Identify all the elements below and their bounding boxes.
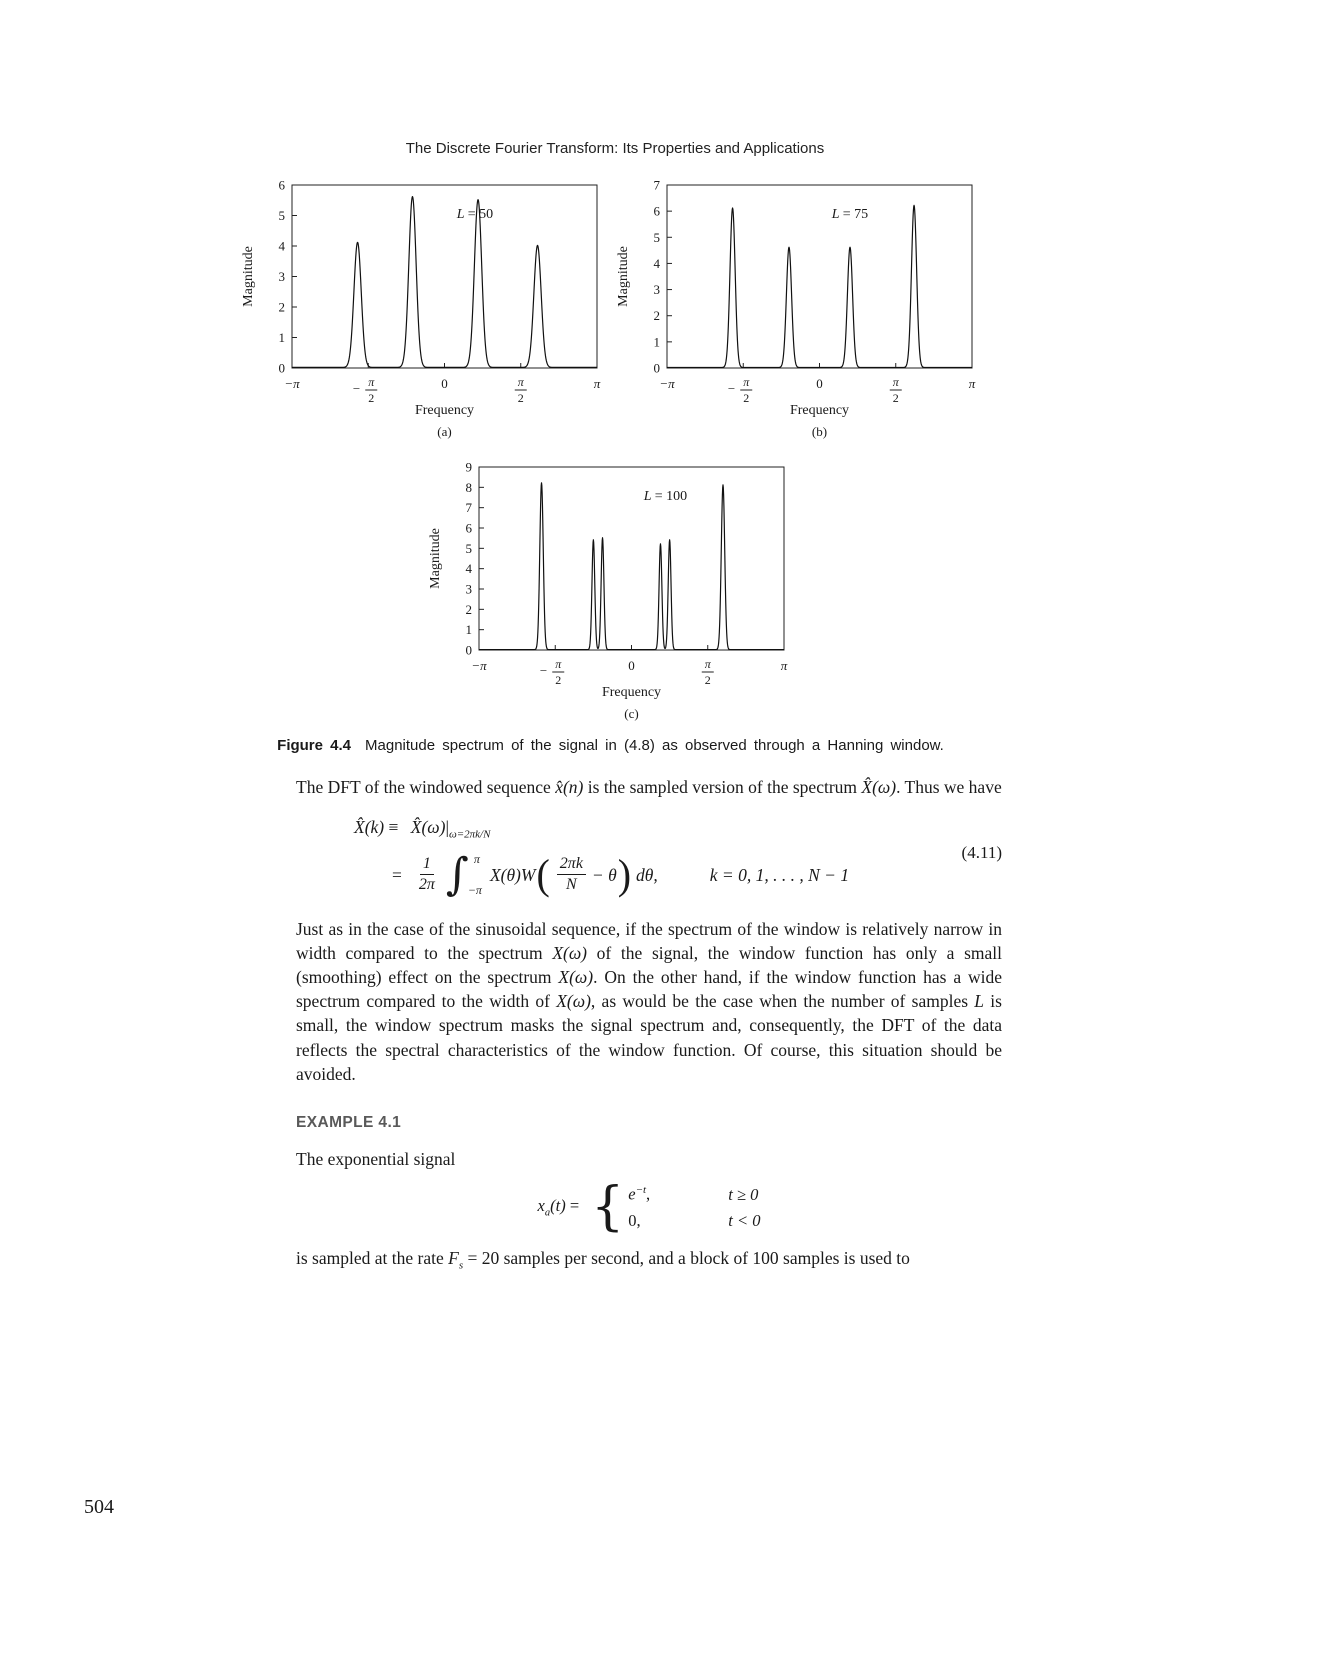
svg-text:6: 6 xyxy=(465,520,472,536)
svg-text:π: π xyxy=(367,375,374,389)
figure-row-bottom xyxy=(0,457,1276,729)
spectrum-plot xyxy=(423,457,798,724)
svg-text:2: 2 xyxy=(517,391,524,405)
svg-text:= 75: = 75 xyxy=(842,206,868,222)
spectrum-plot xyxy=(611,175,986,442)
svg-text:3: 3 xyxy=(653,282,660,298)
math-fragment: k = 0, 1, . . . , N − 1 xyxy=(709,864,850,885)
text-segment: is sampled at the rate xyxy=(296,1248,449,1269)
math-subscript: a xyxy=(544,1207,551,1219)
svg-text:π: π xyxy=(555,657,562,671)
svg-text:= 50: = 50 xyxy=(467,206,493,222)
svg-text:0: 0 xyxy=(278,360,285,376)
math-bar: | xyxy=(445,817,449,838)
running-head: The Discrete Fourier Transform: Its Properties and Applications xyxy=(405,140,825,157)
math-fragment: X(θ)W xyxy=(489,864,536,885)
svg-text:7: 7 xyxy=(653,177,660,193)
fraction-numerator: 1 xyxy=(420,855,434,875)
svg-text:8: 8 xyxy=(465,479,472,495)
paragraph-window-spectrum xyxy=(296,917,1002,1086)
svg-text:3: 3 xyxy=(465,581,472,597)
svg-text:1: 1 xyxy=(465,622,472,638)
case-expression: 0, xyxy=(628,1210,641,1230)
svg-text:0: 0 xyxy=(465,642,472,658)
big-left-brace: { xyxy=(591,1177,625,1238)
math-fragment: X̂(k) xyxy=(354,817,385,838)
math-subscript: ω=2πk/N xyxy=(448,828,491,841)
example-heading: EXAMPLE 4.1 xyxy=(296,1113,402,1131)
text-segment: . On the other hand, if the window function has a wide spectrum compared to the width of xyxy=(296,967,1002,1012)
svg-text:4: 4 xyxy=(653,255,660,271)
svg-text:5: 5 xyxy=(465,540,472,556)
text-segment: s xyxy=(458,1259,464,1272)
svg-text:−π: −π xyxy=(471,658,487,673)
svg-text:(b): (b) xyxy=(811,424,827,439)
svg-text:Frequency: Frequency xyxy=(601,685,662,700)
math-fragment: dθ, xyxy=(636,864,658,885)
case-expression xyxy=(628,1183,688,1206)
integral-icon: ∫ xyxy=(445,849,469,901)
fraction-numerator: 2πk xyxy=(557,855,586,875)
text-segment: The DFT of the windowed sequence xyxy=(296,777,556,797)
text-segment: X̂(ω) xyxy=(861,777,897,797)
svg-text:5: 5 xyxy=(653,229,660,245)
svg-text:L: L xyxy=(831,206,839,222)
svg-text:6: 6 xyxy=(653,203,660,219)
chart-magnitude-spectrum-c xyxy=(423,457,798,729)
svg-text:7: 7 xyxy=(465,500,472,516)
svg-text:π: π xyxy=(968,376,975,391)
text-segment: F xyxy=(448,1248,459,1269)
text-segment: = 20 samples per second, and a block of 100 samples is used to xyxy=(463,1248,910,1269)
math-lhs xyxy=(538,1195,580,1221)
svg-text:1: 1 xyxy=(278,330,285,345)
equation-exponential-signal xyxy=(296,1177,1002,1238)
case-row-2 xyxy=(628,1210,760,1233)
svg-text:2: 2 xyxy=(278,299,285,315)
svg-text:−π: −π xyxy=(658,376,675,391)
example-intro: The exponential signal xyxy=(296,1149,456,1170)
svg-text:0: 0 xyxy=(653,360,660,376)
svg-text:π: π xyxy=(593,376,600,391)
text-segment: L xyxy=(974,991,985,1012)
text-segment: Just as in the case of the sinusoidal sequence, if the spectrum of the window is relatively narrow in width compared to the spectrum xyxy=(296,918,1002,963)
svg-text:(c): (c) xyxy=(624,706,639,721)
integral-limits xyxy=(467,851,484,899)
svg-text:0: 0 xyxy=(815,376,823,391)
svg-text:−: − xyxy=(727,381,735,396)
figure-caption xyxy=(0,737,1276,754)
page-number: 504 xyxy=(84,1496,114,1518)
text-segment: is the sampled version of the spectrum xyxy=(583,777,862,797)
text-segment: is small, the window spectrum masks the signal spectrum and, consequently, the DFT of the data reflects the spectral characteristics of the window function. Of course, this situation should be avoided. xyxy=(296,991,1002,1084)
equation-4-11 xyxy=(296,815,1002,899)
svg-text:2: 2 xyxy=(653,308,660,324)
cases-column xyxy=(628,1183,760,1232)
integral-sign-with-limits xyxy=(446,851,488,899)
math-operator: = xyxy=(392,864,402,885)
svg-text:Frequency: Frequency xyxy=(414,403,474,418)
svg-text:0: 0 xyxy=(628,658,635,673)
svg-text:6: 6 xyxy=(278,177,285,193)
svg-text:1: 1 xyxy=(653,334,660,350)
svg-text:4: 4 xyxy=(465,561,472,577)
math-fraction xyxy=(557,855,586,895)
figure-row-top xyxy=(0,175,1276,447)
text-segment: X(ω) xyxy=(552,942,588,963)
big-left-paren: ( xyxy=(536,850,550,898)
svg-text:2: 2 xyxy=(892,391,899,405)
fraction-denominator: 2π xyxy=(418,876,435,894)
text-segment: of the signal, the window function has only a small (smoothing) effect on the spectrum xyxy=(296,942,1002,988)
case-row-1 xyxy=(628,1183,760,1206)
math-fragment: (t) xyxy=(550,1195,566,1215)
svg-text:L: L xyxy=(456,206,464,222)
svg-text:5: 5 xyxy=(278,208,285,223)
svg-text:Magnitude: Magnitude xyxy=(428,528,443,589)
integral-lower-limit: −π xyxy=(467,883,482,898)
svg-text:2: 2 xyxy=(742,391,749,405)
svg-text:2: 2 xyxy=(704,673,711,687)
text-segment: X(ω) xyxy=(558,967,594,988)
integral-upper-limit: π xyxy=(473,851,480,866)
paragraph-sampling xyxy=(296,1246,1002,1274)
svg-text:2: 2 xyxy=(465,601,472,617)
chart-magnitude-spectrum-a xyxy=(236,175,611,447)
math-operator: ≡ xyxy=(388,817,399,838)
math-fragment: x xyxy=(537,1195,545,1215)
fraction-denominator: N xyxy=(566,876,577,894)
equation-4-11-line-1 xyxy=(354,815,1002,843)
svg-text:π: π xyxy=(780,658,788,673)
figure-4-4 xyxy=(0,175,1276,754)
case-condition: t < 0 xyxy=(728,1210,761,1230)
svg-text:0: 0 xyxy=(440,376,448,391)
body-column xyxy=(296,775,1002,1284)
math-fraction xyxy=(416,855,438,895)
math-fragment: X̂(ω) xyxy=(410,817,446,838)
math-operator: = xyxy=(565,1195,580,1215)
svg-text:π: π xyxy=(892,375,899,389)
svg-text:= 100: = 100 xyxy=(654,488,688,504)
svg-text:3: 3 xyxy=(278,269,285,284)
svg-text:π: π xyxy=(704,657,711,671)
svg-text:−π: −π xyxy=(283,376,300,391)
chart-magnitude-spectrum-b xyxy=(611,175,986,447)
svg-text:Frequency: Frequency xyxy=(789,403,849,418)
math-fragment: − θ xyxy=(591,864,617,885)
math-fragment: , xyxy=(646,1184,651,1204)
text-segment: X(ω) xyxy=(556,991,591,1012)
big-right-paren: ) xyxy=(617,850,632,898)
svg-text:−: − xyxy=(539,663,548,678)
text-segment: , as would be the case when the number of samples xyxy=(590,991,975,1012)
case-condition: t ≥ 0 xyxy=(728,1184,759,1204)
svg-text:π: π xyxy=(517,375,524,389)
text-segment: x̂(n) xyxy=(555,777,584,797)
svg-text:(a): (a) xyxy=(436,424,452,439)
svg-text:Magnitude: Magnitude xyxy=(240,246,256,307)
math-superscript: −t xyxy=(635,1184,647,1197)
equation-number: (4.11) xyxy=(961,843,1002,863)
svg-text:4: 4 xyxy=(278,238,285,254)
svg-text:−: − xyxy=(352,381,360,396)
svg-text:π: π xyxy=(742,375,749,389)
text-segment: . Thus we have xyxy=(896,777,1002,797)
svg-text:2: 2 xyxy=(555,673,562,687)
paragraph-dft-windowed xyxy=(296,775,1002,799)
figure-caption-label: Figure 4.4 xyxy=(277,737,352,754)
svg-text:L: L xyxy=(643,488,652,504)
svg-text:2: 2 xyxy=(367,391,374,405)
figure-caption-text: Magnitude spectrum of the signal in (4.8) as observed through a Hanning window. xyxy=(365,737,944,754)
equation-4-11-line-2 xyxy=(392,851,1002,899)
svg-text:9: 9 xyxy=(465,459,472,475)
spectrum-plot xyxy=(236,175,611,442)
svg-text:Magnitude: Magnitude xyxy=(615,246,631,307)
math-fragment: e xyxy=(628,1184,636,1204)
